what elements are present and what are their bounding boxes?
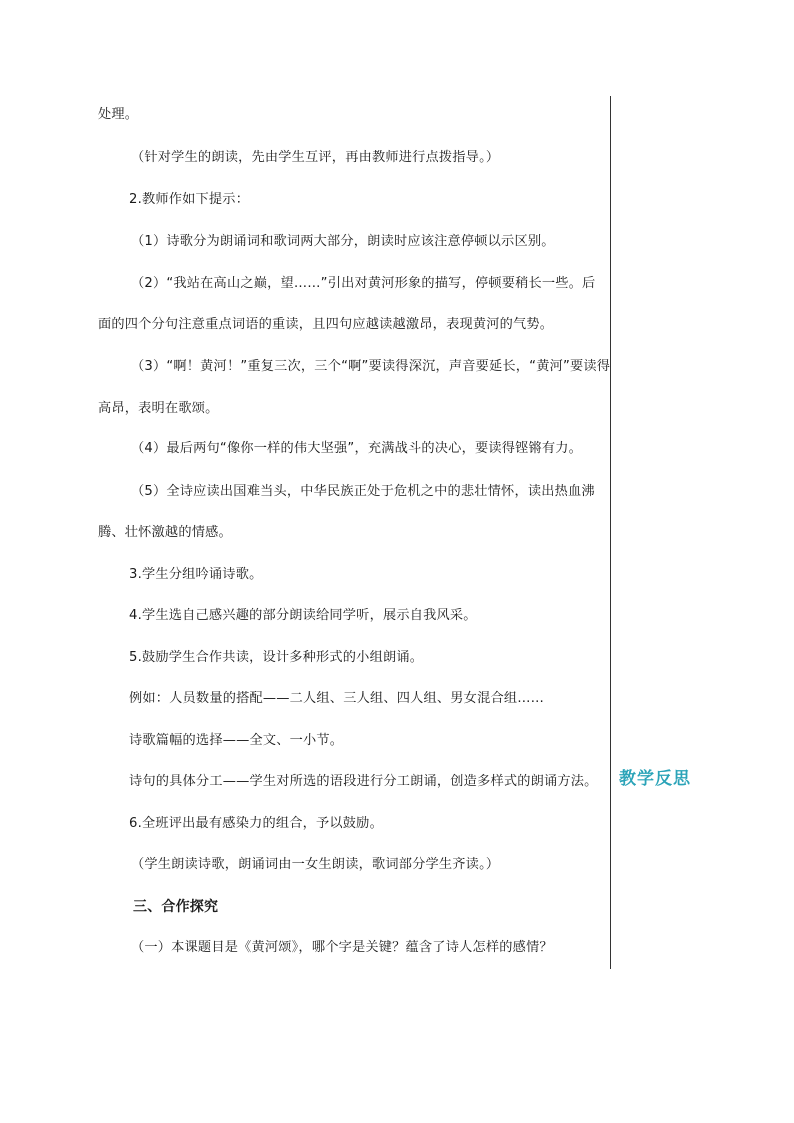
text-line: 例如：人员数量的搭配——二人组、三人组、四人组、男女混合组……: [129, 691, 545, 706]
text-line: 5.鼓励学生合作共读，设计多种形式的小组朗诵。: [129, 650, 424, 665]
text-line: 高昂，表明在歌颂。: [98, 401, 219, 416]
text-line: （学生朗读诗歌，朗诵词由一女生朗读，歌词部分学生齐读。）: [131, 857, 500, 872]
text-line: 处理。: [98, 107, 139, 122]
text-line: （4）最后两句“像你一样的伟大坚强”，充满战斗的决心，要读得铿锵有力。: [131, 441, 583, 456]
teaching-reflection-label: 教学反思: [619, 769, 691, 789]
table-column-divider: [610, 96, 611, 969]
text-line: 4.学生选自己感兴趣的部分朗读给同学听，展示自我风采。: [129, 608, 477, 623]
text-line: 3.学生分组吟诵诗歌。: [129, 567, 263, 582]
text-line: （一）本课题目是《黄河颂》，哪个字是关键？蕴含了诗人怎样的感情？: [131, 940, 553, 955]
text-line: 2.教师作如下提示：: [129, 192, 250, 207]
text-line: （2）“我站在高山之巅，望……”引出对黄河形象的描写，停顿要稍长一些。后: [131, 276, 596, 291]
text-line: 面的四个分句注意重点词语的重读，且四句应越读越激昂，表现黄河的气势。: [98, 317, 554, 332]
text-line: 诗歌篇幅的选择——全文、一小节。: [129, 733, 344, 748]
text-line: （1）诗歌分为朗诵词和歌词两大部分，朗读时应该注意停顿以示区别。: [131, 234, 555, 249]
text-line: 6.全班评出最有感染力的组合，予以鼓励。: [129, 816, 383, 831]
text-line: （针对学生的朗读，先由学生互评，再由教师进行点拨指导。）: [131, 150, 500, 165]
section-heading: 三、合作探究: [133, 899, 219, 915]
text-line: 诗句的具体分工——学生对所选的语段进行分工朗诵，创造多样式的朗诵方法。: [129, 774, 598, 789]
text-line: （5）全诗应读出国难当头，中华民族正处于危机之中的悲壮情怀，读出热血沸: [131, 484, 595, 499]
text-line: （3）“啊！黄河！”重复三次，三个“啊”要读得深沉，声音要延长，“黄河”要读得: [131, 359, 611, 374]
text-line: 腾、壮怀激越的情感。: [98, 525, 232, 540]
